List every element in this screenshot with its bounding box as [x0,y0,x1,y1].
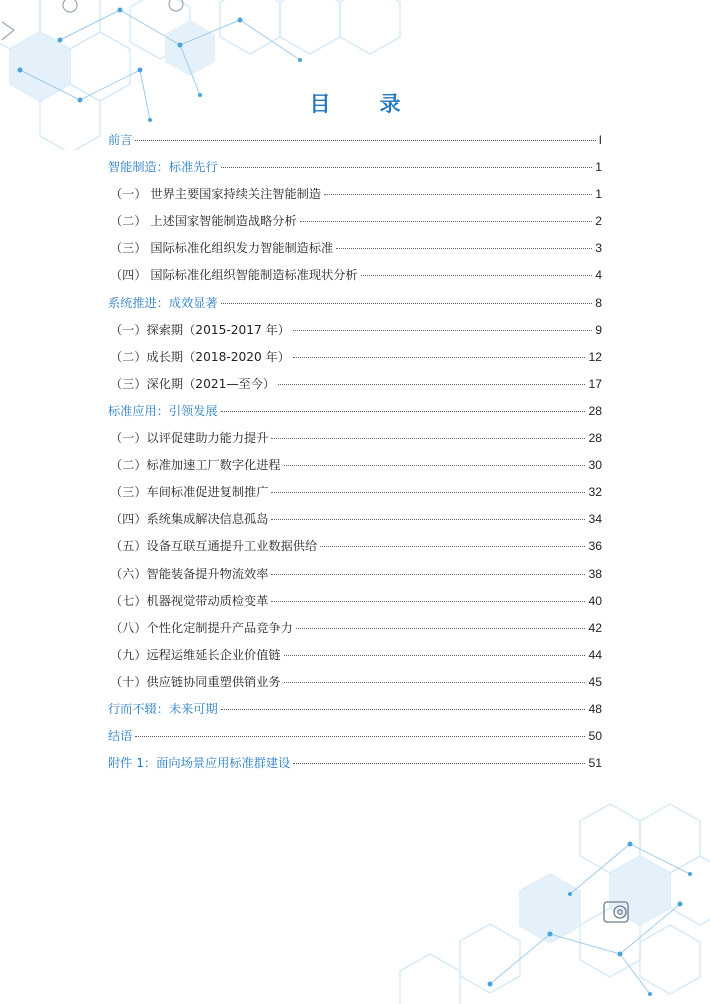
dot-leader [221,411,586,412]
hexagon-pattern-top [0,0,420,150]
toc-page-number: 9 [595,322,602,337]
toc-page-number: 38 [588,566,602,581]
dot-leader [293,330,592,331]
toc-page-number: 30 [588,458,602,473]
dot-leader [135,140,595,141]
toc-entry-label: （八）个性化定制提升产品竞争力 [110,620,293,635]
toc-page-number: 28 [588,403,602,418]
toc-section-entry[interactable] [108,131,602,158]
dot-leader [293,763,585,764]
toc-page-number: I [598,133,602,147]
toc-page-number: 48 [588,701,602,716]
dot-leader [271,574,585,575]
toc-entry-label: （一）以评促建助力能力提升 [110,431,269,446]
toc-page-number: 3 [595,241,602,256]
dot-leader [296,628,586,629]
dot-leader [284,655,586,656]
toc-entry-label: （六）智能装备提升物流效率 [110,566,269,581]
toc-page-number: 40 [588,593,602,608]
toc-subsection-entry[interactable] [108,592,602,619]
toc-entry-label: 附件 1：面向场景应用标准群建设 [108,756,291,771]
toc-subsection-entry[interactable] [108,483,602,510]
toc-subsection-entry[interactable] [108,212,602,239]
toc-section-entry[interactable] [108,294,602,321]
toc-section-entry[interactable] [108,158,602,185]
table-of-contents [108,131,602,781]
toc-subsection-entry[interactable] [108,321,602,348]
dot-leader [271,601,585,602]
toc-entry-label: 结语 [108,729,133,744]
dot-leader [284,465,586,466]
toc-entry-label: （二）成长期（2018-2020 年） [110,349,290,364]
toc-section-entry[interactable] [108,700,602,727]
toc-page-number: 12 [588,349,602,364]
dot-leader [271,519,585,520]
toc-subsection-entry[interactable] [108,429,602,456]
toc-page-number: 50 [588,729,602,744]
toc-page-number: 28 [588,431,602,446]
toc-page-number: 1 [595,160,602,175]
toc-page-number: 17 [588,376,602,391]
toc-section-entry[interactable] [108,727,602,754]
gear-badge-icon [2,0,183,40]
toc-entry-label: （五）设备互联互通提升工业数据供给 [110,539,318,554]
dot-leader [320,546,585,547]
toc-entry-label: （四） 国际标准化组织智能制造标准现状分析 [110,268,358,283]
toc-entry-label: （三）车间标准促进复制推广 [110,485,269,500]
toc-subsection-entry[interactable] [108,673,602,700]
toc-page-number: 42 [588,620,602,635]
toc-entry-label: （一） 世界主要国家持续关注智能制造 [110,187,322,202]
toc-entry-label: （二） 上述国家智能制造战略分析 [110,214,297,229]
toc-page-number: 32 [588,485,602,500]
gear-badge-icon [604,902,628,922]
hexagon-pattern-bottom [370,784,710,1004]
toc-subsection-entry[interactable] [108,348,602,375]
toc-entry-label: 行而不辍：未来可期 [108,701,218,716]
toc-subsection-entry[interactable] [108,537,602,564]
dot-leader [300,221,593,222]
toc-subsection-entry[interactable] [108,375,602,402]
dot-leader [361,275,593,276]
toc-page-number: 8 [595,295,602,310]
dot-leader [221,709,586,710]
toc-page-number: 51 [588,756,602,771]
dot-leader [135,736,585,737]
toc-entry-label: （九）远程运维延长企业价值链 [110,647,281,662]
dot-leader [293,357,585,358]
toc-page-number: 36 [588,539,602,554]
toc-subsection-entry[interactable] [108,510,602,537]
page-title: 目 录 [309,92,415,116]
toc-entry-label: 系统推进：成效显著 [108,295,218,310]
toc-page-number: 34 [588,512,602,527]
toc-subsection-entry[interactable] [108,266,602,293]
toc-section-entry[interactable] [108,754,602,781]
toc-subsection-entry[interactable] [108,185,602,212]
toc-entry-label: （二）标准加速工厂数字化进程 [110,458,281,473]
dot-leader [221,303,593,304]
dot-leader [221,167,593,168]
toc-subsection-entry[interactable] [108,619,602,646]
toc-subsection-entry[interactable] [108,565,602,592]
toc-entry-label: （三） 国际标准化组织发力智能制造标准 [110,241,334,256]
dot-leader [284,682,586,683]
toc-page-number: 4 [595,268,602,283]
toc-subsection-entry[interactable] [108,239,602,266]
dot-leader [336,248,592,249]
toc-subsection-entry[interactable] [108,646,602,673]
toc-page-number: 1 [595,187,602,202]
dot-leader [324,194,592,195]
toc-entry-label: （七）机器视觉带动质检变革 [110,593,269,608]
toc-page-number: 44 [588,647,602,662]
dot-leader [278,384,585,385]
toc-page-number: 2 [595,214,602,229]
dot-leader [271,438,585,439]
dot-leader [271,492,585,493]
toc-entry-label: 智能制造：标准先行 [108,160,218,175]
toc-page-number: 45 [588,674,602,689]
toc-entry-label: （三）深化期（2021—至今） [110,376,276,391]
toc-entry-label: （十）供应链协同重塑供销业务 [110,674,281,689]
toc-section-entry[interactable] [108,402,602,429]
toc-entry-label: 标准应用：引领发展 [108,403,218,418]
toc-entry-label: （四）系统集成解决信息孤岛 [110,512,269,527]
toc-entry-label: （一）探索期（2015-2017 年） [110,322,290,337]
toc-subsection-entry[interactable] [108,456,602,483]
toc-entry-label: 前言 [108,133,133,147]
